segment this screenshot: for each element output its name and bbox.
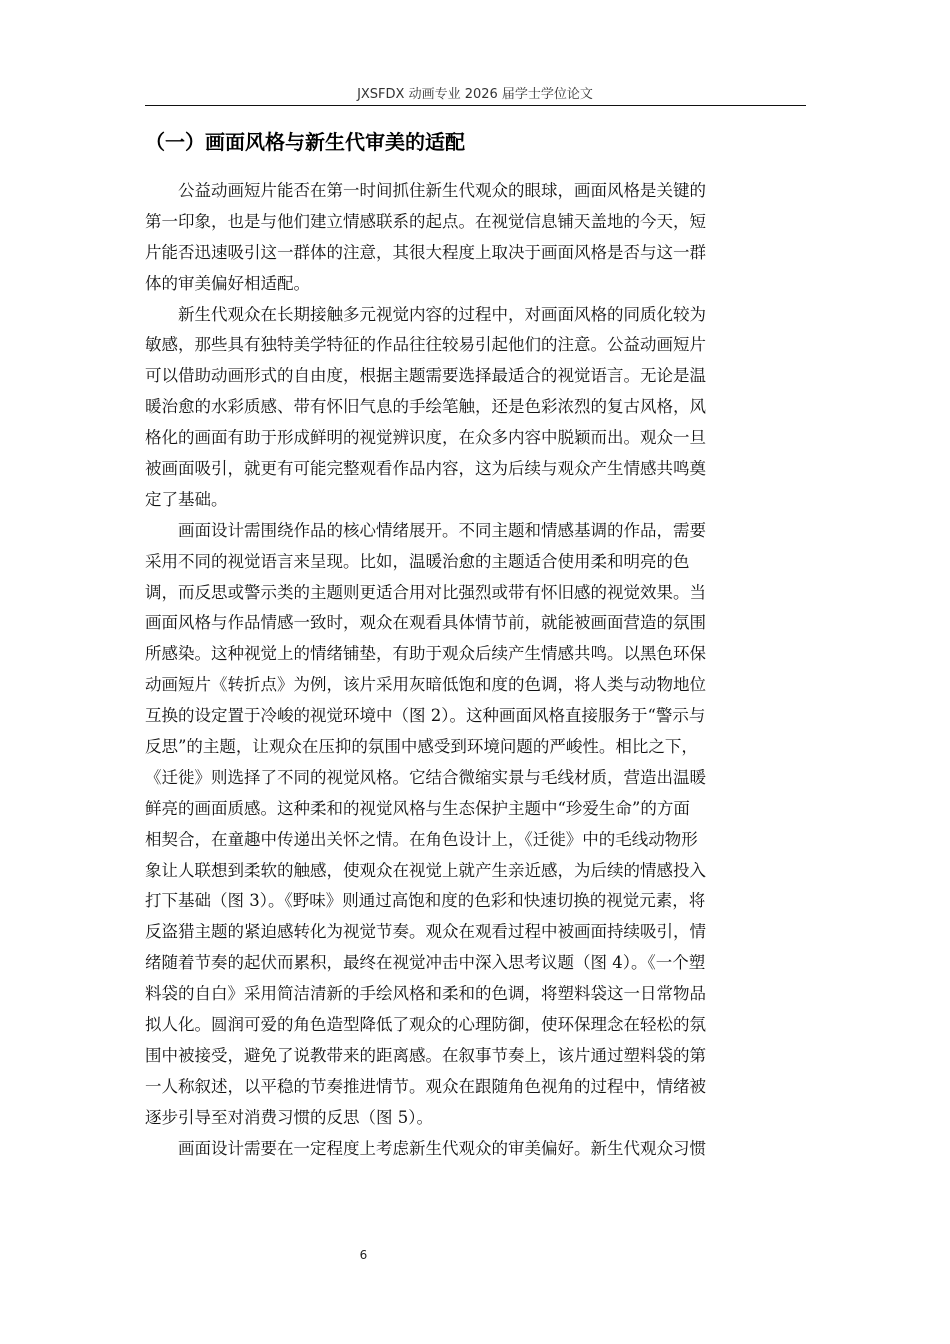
paragraph-2-line-5: 格化的画面有助于形成鲜明的视觉辨识度，在众多内容中脱颖而出。观众一旦 bbox=[145, 428, 706, 448]
paragraph-3-line-13: 打下基础（图 3）。《野味》则通过高饱和度的色彩和快速切换的视觉元素，将 bbox=[145, 891, 706, 911]
paragraph-2-line-1: 新生代观众在长期接触多元视觉内容的过程中，对画面风格的同质化较为 bbox=[178, 304, 706, 324]
paragraph-3-line-7: 互换的设定置于冷峻的视觉环境中（图 2）。这种画面风格直接服务于“警示与 bbox=[145, 706, 706, 726]
paragraph-4-line-1: 画面设计需要在一定程度上考虑新生代观众的审美偏好。新生代观众习惯 bbox=[178, 1138, 706, 1158]
paragraph-3-line-3: 调，而反思或警示类的主题则更适合用对比强烈或带有怀旧感的视觉效果。当 bbox=[145, 582, 706, 602]
paragraph-3-line-16: 料袋的自白》采用简洁清新的手绘风格和柔和的色调，将塑料袋这一日常物品 bbox=[145, 984, 706, 1004]
paragraph-2-line-6: 被画面吸引，就更有可能完整观看作品内容，这为后续与观众产生情感共鸣奠 bbox=[145, 459, 706, 479]
paragraph-3-line-9: 《迁徙》则选择了不同的视觉风格。它结合微缩实景与毛线材质，营造出温暖 bbox=[145, 767, 706, 787]
paragraph-3-line-8: 反思”的主题，让观众在压抑的氛围中感受到环境问题的严峻性。相比之下， bbox=[145, 737, 698, 757]
running-header: JXSFDX 动画专业 2026 届学士学位论文 bbox=[357, 87, 593, 102]
paragraph-3-line-18: 围中被接受，避免了说教带来的距离感。在叙事节奏上，该片通过塑料袋的第 bbox=[145, 1045, 706, 1065]
paragraph-3-line-5: 所感染。这种视觉上的情绪铺垫，有助于观众后续产生情感共鸣。以黑色环保 bbox=[145, 644, 706, 664]
paragraph-2-line-7: 定了基础。 bbox=[145, 489, 228, 509]
paragraph-3-line-6: 动画短片《转折点》为例，该片采用灰暗低饱和度的色调，将人类与动物地位 bbox=[145, 675, 706, 695]
paragraph-2-line-4: 暖治愈的水彩质感、带有怀旧气息的手绘笔触，还是色彩浓烈的复古风格，风 bbox=[145, 397, 706, 417]
paragraph-2-line-3: 可以借助动画形式的自由度，根据主题需要选择最适合的视觉语言。无论是温 bbox=[145, 366, 706, 386]
paragraph-3-line-1: 画面设计需围绕作品的核心情绪展开。不同主题和情感基调的作品，需要 bbox=[178, 520, 706, 540]
paragraph-1-line-2: 第一印象，也是与他们建立情感联系的起点。在视觉信息铺天盖地的今天，短 bbox=[145, 211, 706, 231]
header-rule bbox=[145, 105, 806, 106]
paragraph-3-line-17: 拟人化。圆润可爱的角色造型降低了观众的心理防御，使环保理念在轻松的氛 bbox=[145, 1015, 706, 1035]
paragraph-3-line-14: 反盗猎主题的紧迫感转化为视觉节奏。观众在观看过程中被画面持续吸引，情 bbox=[145, 922, 706, 942]
paragraph-3-line-19: 一人称叙述，以平稳的节奏推进情节。观众在跟随角色视角的过程中，情绪被 bbox=[145, 1076, 706, 1096]
paragraph-3-line-4: 画面风格与作品情感一致时，观众在观看具体情节前，就能被画面营造的氛围 bbox=[145, 613, 706, 633]
section-heading: （一）画面风格与新生代审美的适配 bbox=[145, 130, 465, 154]
paragraph-1-line-1: 公益动画短片能否在第一时间抓住新生代观众的眼球，画面风格是关键的 bbox=[178, 181, 706, 200]
paragraph-3-line-15: 绪随着节奏的起伏而累积，最终在视觉冲击中深入思考议题（图 4）。《一个塑 bbox=[145, 953, 706, 973]
paragraph-3-line-20: 逐步引导至对消费习惯的反思（图 5）。 bbox=[145, 1107, 433, 1127]
paragraph-3-line-2: 采用不同的视觉语言来呈现。比如，温暖治愈的主题适合使用柔和明亮的色 bbox=[145, 551, 690, 571]
body-text bbox=[145, 176, 805, 1165]
paragraph-2-line-2: 敏感，那些具有独特美学特征的作品往往较易引起他们的注意。公益动画短片 bbox=[145, 335, 706, 355]
paragraph-3-line-11: 相契合，在童趣中传递出关怀之情。在角色设计上，《迁徙》中的毛线动物形 bbox=[145, 829, 698, 849]
paragraph-3-line-10: 鲜亮的画面质感。这种柔和的视觉风格与生态保护主题中“珍爱生命”的方面 bbox=[145, 798, 690, 818]
page-number: 6 bbox=[359, 1248, 368, 1262]
paragraph-1-line-3: 片能否迅速吸引这一群体的注意，其很大程度上取决于画面风格是否与这一群 bbox=[145, 242, 706, 262]
paragraph-1-line-4: 体的审美偏好相适配。 bbox=[145, 273, 310, 293]
paragraph-3-line-12: 象让人联想到柔软的触感，使观众在视觉上就产生亲近感，为后续的情感投入 bbox=[145, 860, 706, 880]
